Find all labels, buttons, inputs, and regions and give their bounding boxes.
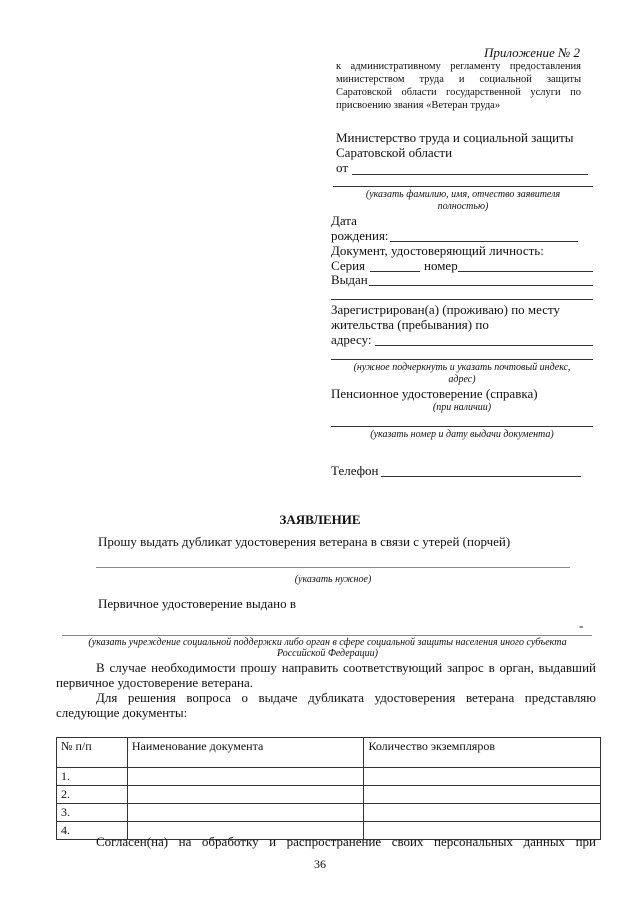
row-copies-cell[interactable]	[364, 786, 601, 804]
series-field-line[interactable]	[370, 271, 420, 272]
number-label: номер	[424, 258, 458, 273]
paragraph-2-rest: следующие документы:	[56, 705, 188, 720]
appendix-title: Приложение № 2	[483, 45, 580, 60]
header-copies: Количество экземпляров	[364, 738, 601, 768]
from-field-line[interactable]	[352, 174, 588, 175]
page-number: 36	[314, 857, 326, 871]
header-number: № п/п	[57, 738, 128, 768]
issued-label: Выдан	[331, 272, 368, 287]
phone-field-line[interactable]	[381, 476, 581, 477]
pension-hint: (при наличии)	[432, 402, 492, 413]
request-field-line[interactable]	[96, 567, 570, 568]
primary-dash: -	[579, 618, 584, 633]
birth-label-1: Дата	[331, 213, 357, 228]
series-label: Серия	[331, 258, 366, 273]
fio-hint-1: (указать фамилию, имя, отчество заявителя	[365, 189, 561, 200]
fio-hint-2: полностью)	[437, 201, 489, 212]
paragraph-1-first-line: В случае необходимости прошу направить соответствующий запрос в орган, выдавший	[96, 660, 596, 675]
registered-label-2: жительства (пребывания) по	[331, 317, 489, 332]
pension-number-hint: (указать номер и дату выдачи документа)	[370, 429, 554, 440]
birth-date-field-line[interactable]	[390, 241, 578, 242]
fio-field-line[interactable]	[333, 186, 593, 187]
primary-label: Первичное удостоверение выдано в	[98, 596, 296, 611]
consent-text: Согласен(на) на обработку и распространение своих персональных данных при	[96, 834, 596, 849]
row-document-cell[interactable]	[127, 768, 364, 786]
primary-field-line[interactable]	[62, 635, 592, 636]
row-number: 1.	[57, 768, 128, 786]
phone-label: Телефон	[331, 463, 379, 478]
row-number: 2.	[57, 786, 128, 804]
appendix-line-1: к административному регламенту предоставления	[336, 61, 581, 72]
row-copies-cell[interactable]	[364, 768, 601, 786]
addressee-line-2: Саратовской области	[336, 145, 453, 160]
documents-table	[56, 737, 601, 840]
paragraph-2-first-line: Для решения вопроса о выдаче дубликата удостоверения ветерана представляю	[96, 690, 596, 705]
appendix-line-4: присвоению звания «Ветеран труда»	[336, 100, 501, 111]
appendix-line-2: министерством труда и социальной защиты	[336, 74, 581, 85]
address-hint-1: (нужное подчеркнуть и указать почтовый индекс,	[353, 362, 571, 373]
statement-title: ЗАЯВЛЕНИЕ	[279, 512, 361, 527]
issued-field-line-2[interactable]	[331, 299, 593, 300]
address-label: адресу:	[331, 332, 372, 347]
primary-hint-1: (указать учреждение социальной поддержки либо орган в сфере социальной защиты населения иного субъекта	[88, 637, 567, 648]
row-number: 3.	[57, 804, 128, 822]
table-row	[57, 786, 601, 804]
table-row	[57, 768, 601, 786]
id-doc-label: Документ, удостоверяющий личность:	[331, 243, 544, 258]
address-field-line-2[interactable]	[331, 359, 593, 360]
addressee-line-1: Министерство труда и социальной защиты	[336, 130, 574, 145]
row-document-cell[interactable]	[127, 804, 364, 822]
row-document-cell[interactable]	[127, 786, 364, 804]
from-label: от	[336, 160, 349, 175]
birth-label-2: рождения:	[331, 228, 389, 243]
paragraph-1-rest: первичное удостоверение ветерана.	[56, 675, 253, 690]
table-row	[57, 804, 601, 822]
issued-field-line[interactable]	[369, 285, 593, 286]
address-field-line[interactable]	[375, 345, 593, 346]
primary-hint-2: Российской Федерации)	[276, 648, 379, 659]
number-field-line[interactable]	[458, 271, 593, 272]
table-header-row	[57, 738, 601, 768]
address-hint-2: адрес)	[448, 374, 476, 385]
row-number: 4.	[57, 822, 128, 840]
pension-field-line[interactable]	[331, 426, 593, 427]
row-copies-cell[interactable]	[364, 804, 601, 822]
appendix-line-3: Саратовской области государственной услуги по	[336, 87, 581, 98]
header-document-name: Наименование документа	[127, 738, 364, 768]
request-hint: (указать нужное)	[294, 574, 372, 585]
pension-label: Пенсионное удостоверение (справка)	[331, 386, 538, 401]
request-text: Прошу выдать дубликат удостоверения ветерана в связи с утерей (порчей)	[98, 534, 511, 549]
registered-label-1: Зарегистрирован(а) (проживаю) по месту	[331, 302, 561, 317]
